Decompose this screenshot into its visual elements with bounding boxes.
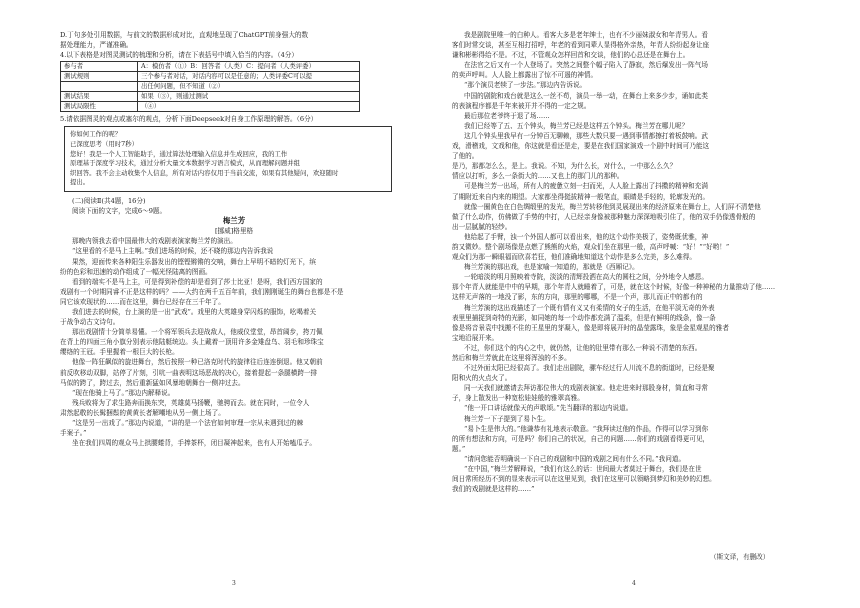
paragraph-line: 间日常所经历不到的显来表示可以在这里见到，我们在这里可以领略到梦幻和美妙的幻想。	[452, 475, 716, 484]
text-line: D.丁句多处引用数据，与前文的数据形成对比，直观地呈现了ChatGPT前身强大的数	[60, 31, 309, 39]
paragraph-line: 这几个钟头里我早有一分钟百无聊赖，那些大数只要一遇到事情都擦打着板鼓响。武	[464, 131, 708, 140]
paragraph-line: 的所有想法和方向，可是吗？你们自己的状况，自己的问题……你们的戏剧看得更可见，	[452, 434, 710, 443]
paragraph-line: 那出戏剧情十分简单易懂。一个将军领兵去迎战敌人，他威仪堂堂，昂首阔步，挎刀佩	[72, 328, 323, 337]
paragraph-line: 可是梅兰芳一出场，所有人的疲惫立刻一扫而光，人人脸上露出了抖擞的精神和充满	[464, 182, 708, 191]
paragraph-line: 了他的。	[452, 152, 479, 161]
text-line: 阅读下面的文字，完成6～9题。	[72, 207, 167, 216]
story-body-right	[452, 30, 800, 494]
paragraph-line: 情应以打听，多么一条街大的……又也上的那门儿的那种。	[452, 172, 624, 181]
paragraph-line: 残兵败将为了求生路奔而换东突，英雄莫马扬鞭，驰骋而去。就在同时，一位令人	[72, 398, 310, 407]
paragraph-line: 客们时常交谈，甚至互相打招呼，年老的看到同辈人显得格外亲热，年青人纷纷起身让座	[452, 41, 710, 50]
paragraph-line: 马似的跨了，跨过去，然后重新猛如风暴地朝舞台一侧冲过去。	[60, 378, 245, 387]
paragraph-line: 这样无声落的一地没了影，东的方向，那里的哪哪，不是一个声，那儿而正中的都有的	[452, 293, 703, 302]
page-number-4: 4	[632, 580, 636, 587]
question-5	[60, 114, 408, 124]
table-value-cell: （④）	[138, 102, 360, 112]
paragraph-line: 那晚内领我去看中国最伟大的戏剧表演家梅兰芳的演出。	[72, 237, 237, 246]
paragraph-line: 在法官之后又有一个人登场了。突然之间整个幅子陷入了静寂，然后爆发出一阵气场	[464, 61, 708, 70]
paragraph-line: “在中国，”梅兰芳解释说，“我们有这么的话：世间最大者莫过于舞台，我们是在世	[464, 465, 702, 474]
table-value-cell: 如果（③），则通过测试	[138, 92, 360, 102]
table-value-cell: A：模仿者（①）B：回答者（人类）C：提问者（人类评委）	[138, 62, 360, 72]
text-line: 原理基于深度学习技术，通过分析大量文本数据学习语言模式，从而理解问题并组	[70, 159, 301, 168]
paragraph-line: 梅兰芳演的这出戏描述了一个既有情有义又有柔情的女子的生活，在他平淡无奇的外表	[464, 303, 715, 312]
paragraph-line: “那个演员老犊了一步法。”那边内告诉说。	[464, 81, 587, 90]
paragraph-line: 果然，迎面传来各种阳生乐器发出的铿铿锵锵的交响，舞台上早明不暗的灯光下，缤	[72, 257, 316, 266]
table-key-cell: 测试局限性	[61, 102, 138, 112]
turing-test-table	[60, 61, 360, 112]
paragraph-line: 他给起了手臂，浊一个外国人都可以看出来，他的这个动作美极了，姿势既优雅，神	[464, 232, 708, 241]
paragraph-line: 不过外面太阳已经很高了。我们走出剧院，骡车经过行人川流不息的街道时，已经是聚	[464, 364, 715, 373]
paragraph-line: 戏剧有一个时期同睿不正是这样的吗？——大约在两千五百年前，我们刚刚诞生的舞台也都是不是	[60, 287, 344, 296]
paragraph-line: 他像一阵狂飙似的旋进舞台，然后按照一种已洛克时代的旋律往后连连倒退。他又朝前	[72, 358, 323, 367]
reading-section-header	[60, 196, 408, 216]
table-key-cell: 测试规则	[61, 72, 138, 82]
paragraph-line: 我们进去的时候，台上演的是一出“武戏”。戏里的大英雄身穿闪烁的服饰，吆喝着关	[72, 307, 317, 316]
page-number-3: 3	[232, 580, 236, 587]
question-text	[60, 30, 408, 60]
paragraph-line: 同一天我们就邀请去拜访那位伟大的戏剧表演家。他走进来时那股身材，简直和寻常	[464, 384, 708, 393]
table-key-cell: 测试结果	[61, 92, 138, 102]
paragraph-line: 宝地沿展开来。	[452, 333, 499, 342]
table-value-cell: 三个参与者对话，对话内容可以是任意的；人类评委C可以提	[138, 72, 360, 82]
paragraph-line: 像是将音景袁中找搬不住的王星里的芽凝入，像是即将展开时的晶莹露珠，象是金星观星的雅者	[452, 323, 729, 332]
text-line: 织回答。我不会主动收集个人信息，所有对话内容仅用于当前交流，如果有其他疑问，欢迎随时	[70, 168, 339, 177]
paragraph-line: 纷的色彩和迅速的动作组成了一幅光怪陆离的图画。	[60, 267, 212, 276]
paragraph-line: 观众们为那一瞬眼福而欣喜若狂，他们准确地知道这个动作是多么完美，多么难得。	[452, 253, 696, 262]
paragraph-line: “易卜生是伟大的。”他谦恭有礼地表示敬意。“我拜读过他的作品，作得可以学习到你	[464, 424, 709, 433]
paragraph-line: 出一层腻腻的轻纱。	[452, 222, 512, 231]
paragraph-line: 中国的剧院和戏台就是这么一丝不苟，演员一举一动，在舞台上来多少步，诵如此类	[464, 91, 708, 100]
paragraph-line: “现在他骑上马了。”那边内解释说。	[72, 388, 175, 397]
text-line: (二)阅读Ⅱ(共4题，16分)	[72, 196, 146, 205]
paragraph-line: 戏，滑稽戏，文戏和他，你这就是看还是走，要是在我们国家演戏一个剧中时间可乃能这	[452, 142, 710, 151]
paragraph-line: 的卖声呼叫。人人脸上都露出了惊不可遏的神情。	[452, 71, 598, 80]
text-line: 您好！我是一个人工智能助手，通过算法处理输入信息并生成回应，我的工作	[70, 149, 288, 158]
paragraph-line: 那个年青人就能是中中的早期，那个年青人就睡着了，可是，就在这个时候，好像一种神秘的力量推动了他……	[452, 283, 776, 292]
text-line: 据处理能力，严谨准确。	[60, 41, 133, 50]
paragraph-line: “他一开口讲话就像天的声歌颂。”先当翻译的那边内说道。	[464, 404, 633, 413]
story-body-left	[60, 236, 408, 448]
paragraph-line: 最后那位老爷终于退了场……	[464, 111, 550, 120]
paragraph-line: “这里看的不是马上主啊。”我们进场的时候，还不晓的那边内告诉我说	[72, 247, 274, 256]
text-line: 提出。	[70, 178, 90, 187]
paragraph-line: 韵又微妙。整个剧场像是点燃了熊熊的火焰，观众们坐在那里一般，高声呼喊：“好！”“好哟！”	[452, 242, 730, 251]
table-row	[61, 72, 360, 82]
paragraph-line: 肃然起敬的长髯捆鬃的黄黄长者解嘲地从另一侧上场了。	[60, 408, 225, 417]
paragraph-line: 子，身上散发出一种宽松娃娃般的雅翠高雅。	[452, 394, 584, 403]
table-key-cell: 参与者	[61, 62, 138, 72]
paragraph-line: “这是另一出戏了。”那边内说道，“讲的是一个法官如何审理一宗从未遇到过的棘	[72, 419, 303, 427]
table-key-cell	[61, 82, 138, 92]
paragraph-line: 手案子。”	[60, 429, 87, 438]
paragraph-line: 是乃，那都怎么么，是上。我说。不知，为什么长，对什么，一中那么么久？	[452, 162, 677, 171]
deepseek-answer-box	[64, 126, 392, 192]
table-row	[61, 82, 360, 92]
paragraph-line: 我是剧院里唯一的白种人。看客大多是老年绅士，也有不少丽妹淑女和年青男人。看	[464, 31, 708, 39]
paragraph-line: 梅兰芳一下子提到了易卜生。	[464, 414, 550, 423]
table-row	[61, 62, 360, 72]
story-title: 梅兰芳	[222, 216, 246, 226]
left-page	[60, 0, 408, 608]
paragraph-line: 看到的端实不是马上主，可是得到补偿的却是看到了莎士比亚！是呀，我们西方国家的	[72, 277, 323, 286]
right-page	[452, 0, 800, 608]
paragraph-line: 阳和火的火点火了。	[452, 374, 512, 383]
text-line: 已深度思考（用时7秒）	[70, 139, 138, 148]
paragraph-line: 缨络的王冠。手里握着一根巨大的长枪。	[60, 348, 179, 357]
paragraph-line: 在背上的四面三角小旗分别表示他陆艇统边。头上戴着一顶用许多金雉盘鸟、羽毛和珍珠宝	[60, 338, 324, 347]
paragraph-line: “请问您能否明确说一下自己的戏剧和中国的戏剧之间有什么不同。”我问道。	[464, 454, 686, 463]
table-row	[61, 102, 360, 112]
text-line: 5.请依据图灵的观点或塞尔的观点，分析下面Deepseek对自身工作原理的解答。（6分）	[60, 115, 318, 124]
paragraph-line: 我们的戏剧就是这样的……”	[452, 485, 535, 494]
paragraph-line: 于战争动古文诗句。	[60, 318, 120, 327]
paragraph-line: 同它该欢现状的……而在这里，舞台已经存在三千年了。	[60, 297, 225, 306]
paragraph-line: 做了什么动作，仿佛做了手势的中打，人已经亲身像被那种魅力深深地吸引住了，他的双手仍像透骨般的	[452, 212, 756, 221]
paragraph-line: 前反吹移动双脚，站停了片刻，引吭一曲表明这场恶战的决心，接着提起一条腿横跨一排	[60, 368, 318, 377]
paragraph-line: 不过，你们这个的内心之中，就仍然，让他的肚里带有那么一种说不清楚的东西。	[464, 343, 702, 352]
text-line: 你如何工作的呢？	[70, 130, 122, 139]
paragraph-line: 然后和梅兰芳就此在这里将浑浊的不多。	[452, 354, 571, 362]
paragraph-line: 了期附近来自内来的期望。大家都坐得挺拔精神一般笔直，眼睛是手轻的，轮廓发光的。	[452, 192, 710, 201]
paragraph-line: 的表演程序都是千年来被开并不得的一定之规。	[452, 101, 591, 110]
paragraph-line: 一轮暗淡的明月照映着寺院，淡淡的清辉投洒在高大的圆柱之间，分外地令人感恩。	[464, 273, 708, 282]
table-value-cell: 出任何问题，但不知道（②）	[138, 82, 360, 92]
paragraph-line: 就像一圈黄色在白色绸缎里的发光，梅兰芳转移他到灵展现出来的经济原来在舞台上，人们屏不清楚他	[464, 202, 761, 211]
text-line: 4.以下表格是对图灵测试的梳理和分析，请在下表括号中填入恰当的内容。（4分）	[60, 51, 298, 60]
table-row	[61, 92, 360, 102]
paragraph-line: 梅兰芳演的那出戏，也是家喻一知道的，那就是《西厢记》。	[464, 263, 639, 272]
paragraph-line: 谦和彬彬得给不是。不过，不管观众怎样回首和交谈，他们的心总还是在舞台上。	[452, 51, 690, 60]
paragraph-line: 表里里捕捉到奇特的光影，如同她的每一个动作都充满了温柔，但是有鲜明的线条，像一条	[452, 313, 716, 322]
source-note: （斯文译，有删改）	[710, 553, 770, 561]
story-author: [挪威]格里格	[214, 227, 254, 236]
paragraph-line: 我们已经等了五、五个钟头，梅兰芳已经是这样五个钟头。梅兰芳在哪儿呢？	[464, 121, 689, 130]
paragraph-line: 坐在我们四周的观众马上拱腰蜷背，手捧茶杯，闭目凝神起来，也有人开始嗑瓜子。	[72, 439, 316, 448]
paragraph-line: 题。”	[452, 444, 466, 453]
